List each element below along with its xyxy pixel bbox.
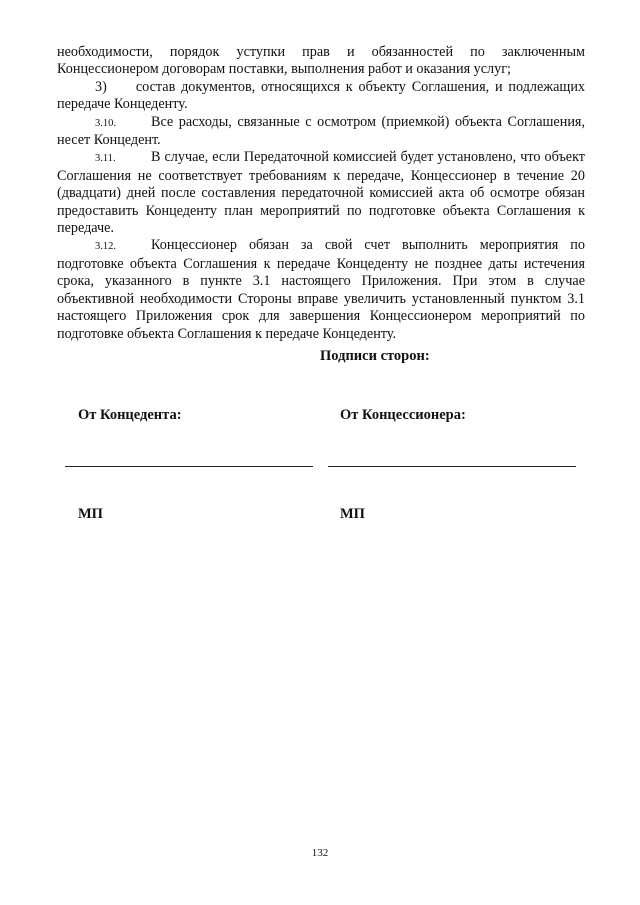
grantor-signature-line (65, 466, 313, 467)
grantor-label: От Концедента: (78, 407, 182, 423)
clause-number: 3.11. (95, 153, 116, 165)
clause-text: Все расходы, связанные с осмотром (приемкой) объекта Соглашения, несет Концедент. (57, 113, 585, 149)
signatures-title: Подписи сторон: (320, 348, 430, 364)
concessionaire-label: От Концессионера: (340, 407, 466, 423)
list-item-number: 3) (95, 78, 107, 95)
clause-3-12 (57, 237, 585, 342)
intro-paragraph: необходимости, порядок уступки прав и обязанностей по заключенным Концессионером договорам поставки, выполнения работ и оказания услуг; (57, 44, 585, 78)
grantor-stamp-label: МП (78, 506, 103, 522)
clause-number: 3.10. (95, 117, 116, 129)
clause-number: 3.12. (95, 241, 116, 253)
clause-text: Концессионер обязан за свой счет выполнить мероприятия по подготовке объекта Соглашения к передаче Концеденту не позднее даты истечения срока, указанного в пункте 3.1 настоящего Приложения. При этом в случае объективной необходимости Стороны вправе увеличить установленный пунктом 3.1 настоящего Приложения срок для завершения Концессионером мероприятий по подготовке объекта Соглашения к передаче Концеденту. (57, 237, 585, 342)
concessionaire-stamp-label: МП (340, 506, 365, 522)
page-number: 132 (311, 847, 329, 859)
list-item-3 (57, 79, 585, 114)
clause-3-11 (57, 149, 585, 237)
clause-text: В случае, если Передаточной комиссией будет установлено, что объект Соглашения не соответствует требованиям к передаче, Концессионер в течение 20 (двадцати) дней после составления передаточной комиссией акта об осмотре обязан предоставить Концеденту план мероприятий по подготовке объекта Соглашения к передаче. (57, 149, 585, 237)
document-body (57, 44, 585, 343)
concessionaire-signature-line (328, 466, 576, 467)
list-item-text: состав документов, относящихся к объекту Соглашения, и подлежащих передаче Концеденту. (57, 78, 586, 113)
clause-3-10 (57, 114, 585, 150)
